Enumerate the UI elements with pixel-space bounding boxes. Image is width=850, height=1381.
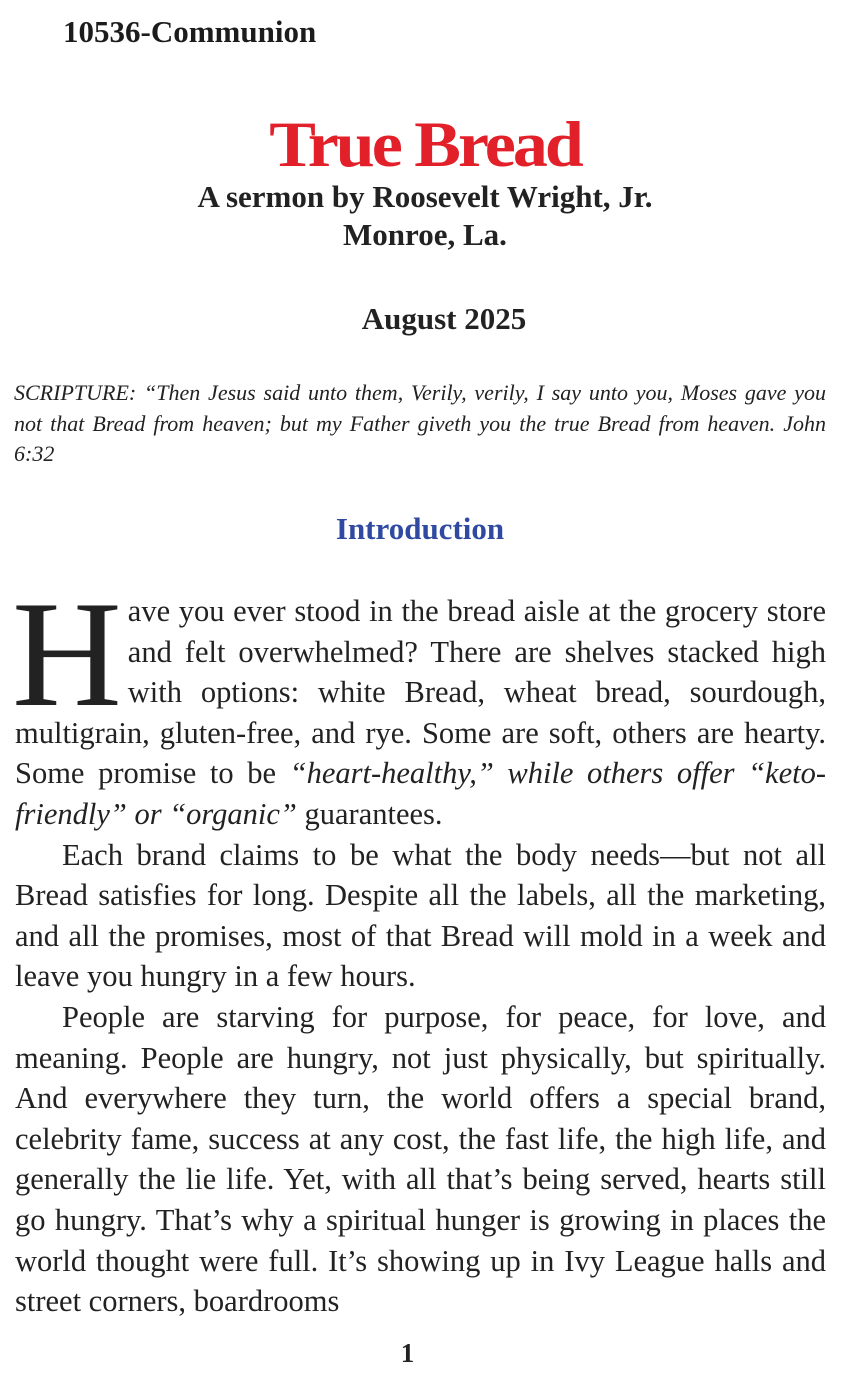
paragraph-1	[12, 570, 826, 835]
paragraph-1-end: guarantees.	[296, 796, 443, 831]
scripture-passage: SCRIPTURE: “Then Jesus said unto them, Verily, verily, I say unto you, Moses gave you not that Bread from heaven; but my Father giveth you the true Bread from heaven. John 6:32	[14, 380, 826, 466]
page-number: 1	[400, 1338, 415, 1368]
sermon-date: August 2025	[361, 301, 527, 336]
drop-cap: H	[12, 570, 122, 738]
location-line: Monroe, La.	[343, 217, 507, 252]
sermon-title: True Bread	[269, 110, 581, 181]
author-line: A sermon by Roosevelt Wright, Jr.	[197, 179, 653, 214]
paragraph-3: People are starving for purpose, for peace, for love, and meaning. People are hungry, not just physically, but spiritually. And everywhere they turn, the world offers a special brand, celebrity fame, success at any cost, the fast life, the high life, and generally the lie life. Yet, with all that’s being served, hearts still go hungry. That’s why a spiritual hunger is growing in places the world thought were full. It’s showing up in Ivy League halls and street corners, boardrooms	[15, 999, 826, 1319]
paragraph-2: Each brand claims to be what the body needs—but not all Bread satisfies for long. Despite all the labels, all the marketing, and all the promises, most of that Bread will mold in a week and leave you hungry in a few hours.	[15, 837, 826, 994]
section-heading: Introduction	[335, 511, 505, 546]
sermon-body	[12, 570, 826, 1322]
byline	[0, 178, 850, 254]
document-code: 10536-Communion	[63, 14, 317, 49]
paragraph-1-italic: “heart-healthy,” while others offer “keto-friendly” or “organic”	[15, 756, 826, 831]
paragraph-1-text: ave you ever stood in the bread aisle at the grocery store and felt overwhelmed? There are shelves stacked high with options: white Bread, wheat bread, sourdough, multigrain, gluten-free, and rye. Some are soft, others are hearty. Some promise to be	[15, 594, 826, 791]
